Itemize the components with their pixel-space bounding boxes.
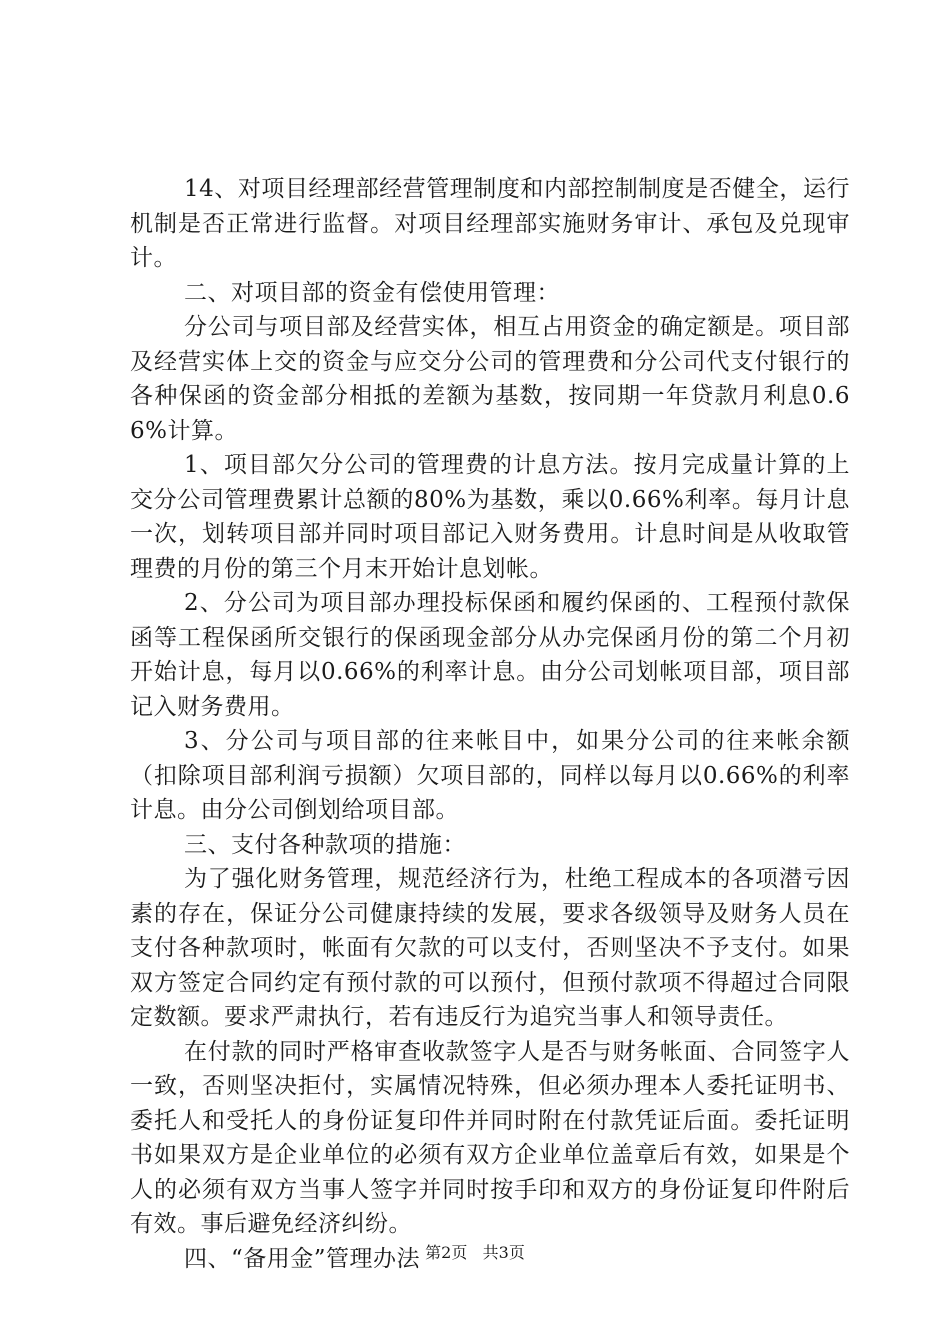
page-number: 第2页 [425, 1243, 468, 1262]
paragraph-item-14: 14、对项目经理部经营管理制度和内部控制制度是否健全，运行机制是否正常进行监督。对项目经理部实施财务审计、承包及兑现审计。 [130, 176, 850, 271]
paragraph-item-1: 1、项目部欠分公司的管理费的计息方法。按月完成量计算的上交分公司管理费累计总额的80%为基数，乘以0.66%利率。每月计息一次，划转项目部并同时项目部记入财务费用。计息时间是从收取管理费的月份的第三个月末开始计息划帐。 [130, 452, 850, 582]
paragraph-item-2: 2、分公司为项目部办理投标保函和履约保函的、工程预付款保函等工程保函所交银行的保函现金部分从办完保函月份的第二个月初开始计息，每月以0.66%的利率计息。由分公司划帐项目部，项目部记入财务费用。 [130, 590, 850, 720]
page-total: 共3页 [482, 1243, 525, 1262]
paragraph-payee-verification: 在付款的同时严格审查收款签字人是否与财务帐面、合同签字人一致，否则坚决拒付，实属情况特殊，但必须办理本人委托证明书、委托人和受托人的身份证复印件并同时附在付款凭证后面。委托证明书如果双方是企业单位的必须有双方企业单位盖章后有效，如果是个人的必须有双方当事人签字并同时按手印和双方的身份证复印件附后有效。事后避免经济纠纷。 [130, 1038, 850, 1237]
section-heading-petty-cash: 四、“备用金”管理办法 [184, 1245, 421, 1272]
document-body [130, 172, 850, 1276]
footer-spacer [472, 1243, 477, 1262]
section-heading-fund-management: 二、对项目部的资金有偿使用管理： [184, 279, 560, 306]
section-heading-payment-measures: 三、支付各种款项的措施： [184, 831, 466, 858]
paragraph-fund-occupation: 分公司与项目部及经营实体，相互占用资金的确定额是。项目部及经营实体上交的资金与应交分公司的管理费和分公司代支付银行的各种保函的资金部分相抵的差额为基数，按同期一年贷款月利息0.66%计算。 [130, 314, 850, 444]
paragraph-payment-rules: 为了强化财务管理，规范经济行为，杜绝工程成本的各项潜亏因素的存在，保证分公司健康持续的发展，要求各级领导及财务人员在支付各种款项时，帐面有欠款的可以支付，否则坚决不予支付。如果双方签定合同约定有预付款的可以预付，但预付款项不得超过合同限定数额。要求严肃执行，若有违反行为追究当事人和领导责任。 [130, 866, 850, 1030]
page-footer [0, 1243, 950, 1263]
paragraph-item-3: 3、分公司与项目部的往来帐目中，如果分公司的往来帐余额（扣除项目部利润亏损额）欠项目部的，同样以每月以0.66%的利率计息。由分公司倒划给项目部。 [130, 728, 850, 823]
